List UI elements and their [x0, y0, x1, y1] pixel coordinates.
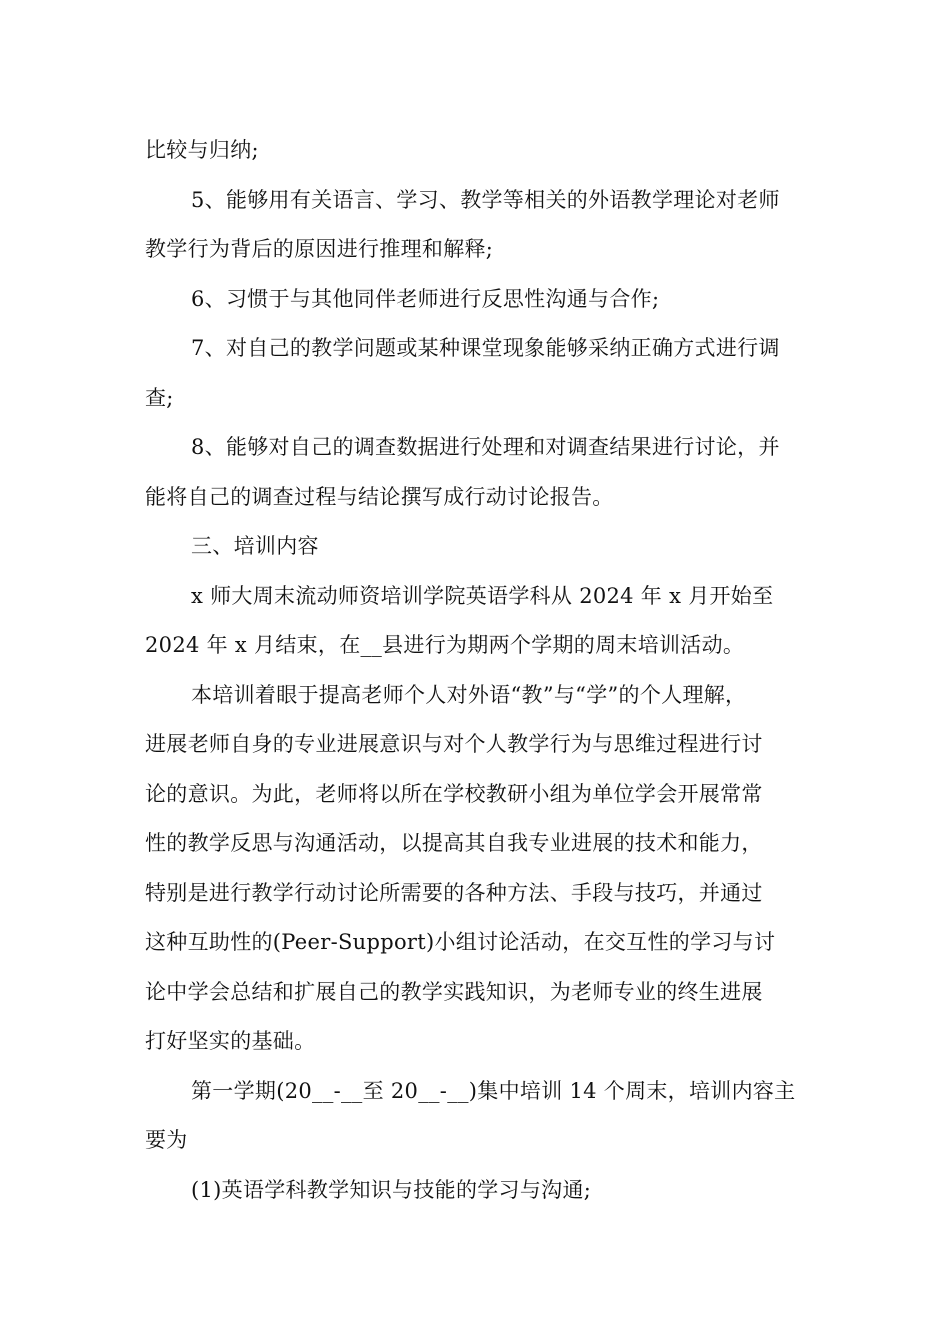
text-line: 比较与归纳; [145, 138, 259, 162]
text-line: (1)英语学科教学知识与技能的学习与沟通; [191, 1177, 592, 1202]
text-line: 特别是进行教学行动讨论所需要的各种方法、手段与技巧，并通过 [145, 880, 763, 905]
text-line: 教学行为背后的原因进行推理和解释; [145, 237, 494, 261]
text-line: 7、对自己的教学问题或某种课堂现象能够采纳正确方式进行调 [191, 336, 780, 360]
text-line: 性的教学反思与沟通活动，以提高其自我专业进展的技术和能力， [145, 831, 763, 855]
text-line: 第一学期(20__-__至 20__-__)集中培训 14 个周末，培训内容主 [191, 1078, 796, 1103]
text-line: 5、能够用有关语言、学习、教学等相关的外语教学理论对老师 [191, 187, 780, 212]
text-line: 6、习惯于与其他同伴老师进行反思性沟通与合作; [191, 286, 660, 311]
text-line: 2024 年 x 月结束，在__县进行为期两个学期的周末培训活动。 [145, 633, 745, 657]
text-line: 要为 [145, 1128, 188, 1152]
section-heading: 三、培训内容 [191, 534, 319, 558]
text-line: 打好坚实的基础。 [145, 1029, 316, 1053]
text-line: 进展老师自身的专业进展意识与对个人教学行为与思维过程进行讨 [145, 732, 763, 756]
text-line: x 师大周末流动师资培训学院英语学科从 2024 年 x 月开始至 [191, 583, 774, 608]
text-line: 论的意识。为此，老师将以所在学校教研小组为单位学会开展常常 [145, 781, 763, 806]
document-body [145, 126, 825, 1215]
text-line: 能将自己的调查过程与结论撰写成行动讨论报告。 [145, 484, 614, 509]
text-line: 查; [145, 385, 174, 410]
text-line: 这种互助性的(Peer-Support)小组讨论活动，在交互性的学习与讨 [145, 930, 776, 954]
text-line: 本培训着眼于提高老师个人对外语“教”与“学”的个人理解， [191, 682, 747, 707]
text-line: 8、能够对自己的调查数据进行处理和对调查结果进行讨论，并 [191, 435, 780, 459]
text-line: 论中学会总结和扩展自己的教学实践知识，为老师专业的终生进展 [145, 979, 763, 1004]
